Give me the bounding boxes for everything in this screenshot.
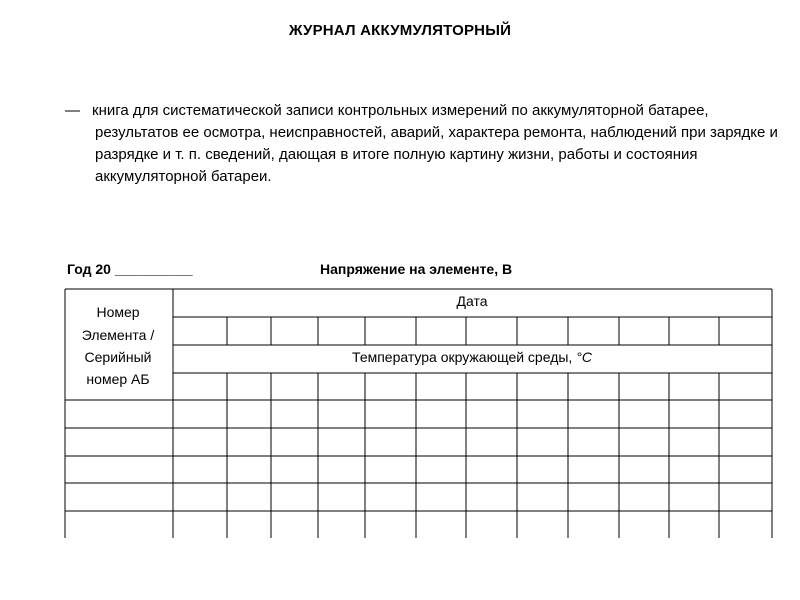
table-title: Напряжение на элементе, В (320, 261, 513, 277)
year-label: Год 20 __________ (67, 261, 193, 277)
temperature-header (352, 349, 593, 365)
row-header-line-2: Элемента / (81, 327, 155, 343)
temperature-header-label: Температура окружающей среды, (352, 349, 577, 365)
date-header: Дата (456, 293, 488, 309)
table-grid-lines (65, 289, 772, 538)
row-header-line-4: номер АБ (86, 371, 150, 387)
row-header-line-3: Серийный (84, 349, 152, 365)
document-title: ЖУРНАЛ АККУМУЛЯТОРНЫЙ (288, 22, 512, 39)
temperature-unit: °C (576, 349, 592, 365)
definition-text: книга для систематической записи контрольных измерений по аккумуляторной батарее, результатов ее осмотра, неисправностей, аварий, характера ремонта, наблюдений при зарядке и разрядке и т. п. сведений, дающая в итоге полную картину жизни, работы и состояния аккумуляторной батареи. (92, 102, 778, 185)
definition-dash: — (65, 102, 80, 119)
row-header-line-1: Номер (96, 304, 140, 320)
